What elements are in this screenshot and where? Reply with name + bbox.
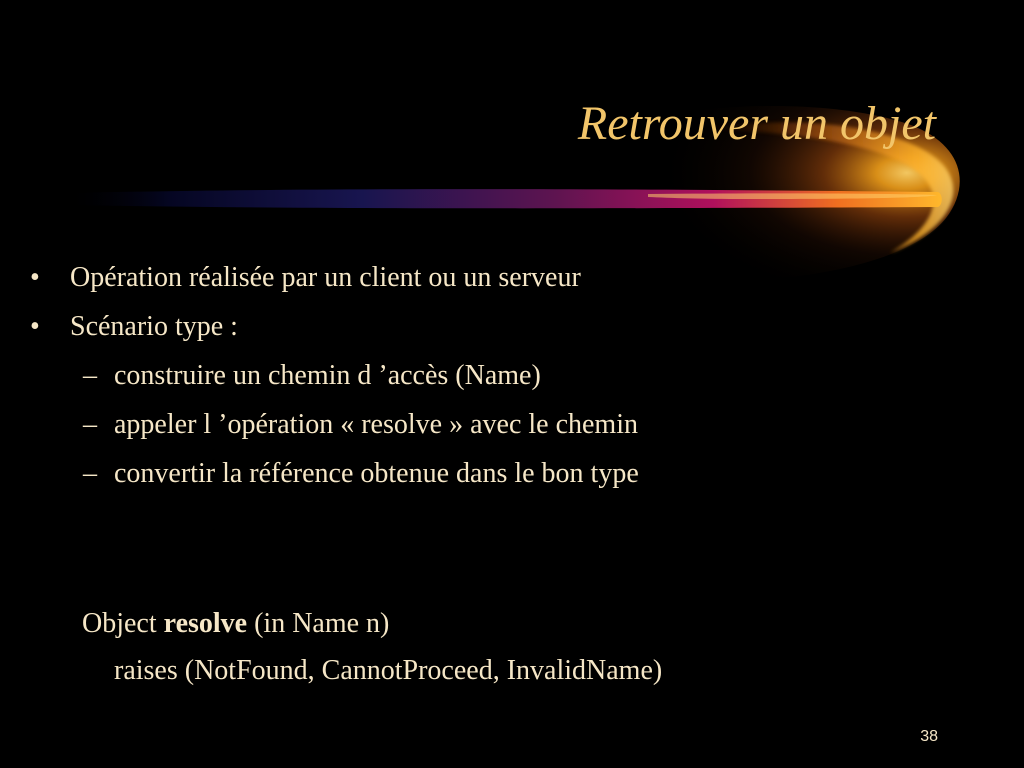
signature-prefix: Object bbox=[82, 608, 164, 639]
slide-title: Retrouver un objet bbox=[577, 97, 936, 150]
bullet-marker: • bbox=[30, 311, 40, 342]
dash-marker: – bbox=[83, 360, 97, 391]
sub-bullet-item bbox=[30, 460, 970, 509]
sub-bullet-item bbox=[30, 362, 970, 411]
bullet-text: Opération réalisée par un client ou un serveur bbox=[70, 262, 581, 293]
sub-bullet-text: convertir la référence obtenue dans le bon type bbox=[114, 458, 639, 489]
page-number: 38 bbox=[920, 728, 938, 745]
bullet-list bbox=[30, 264, 970, 509]
sub-bullet-item bbox=[30, 411, 970, 460]
raises-clause: raises (NotFound, CannotProceed, InvalidName) bbox=[114, 655, 663, 686]
method-name: resolve bbox=[163, 608, 248, 639]
bullet-marker: • bbox=[30, 262, 40, 293]
bullet-item bbox=[30, 313, 970, 362]
sub-bullet-text: construire un chemin d ’accès (Name) bbox=[114, 360, 541, 391]
operation-signature bbox=[82, 610, 662, 685]
sub-bullet-text: appeler l ’opération « resolve » avec le chemin bbox=[114, 409, 638, 440]
bullet-item bbox=[30, 264, 970, 313]
bullet-text: Scénario type : bbox=[70, 311, 238, 342]
dash-marker: – bbox=[83, 409, 97, 440]
signature-params: (in Name n) bbox=[247, 608, 390, 639]
dash-marker: – bbox=[83, 458, 97, 489]
